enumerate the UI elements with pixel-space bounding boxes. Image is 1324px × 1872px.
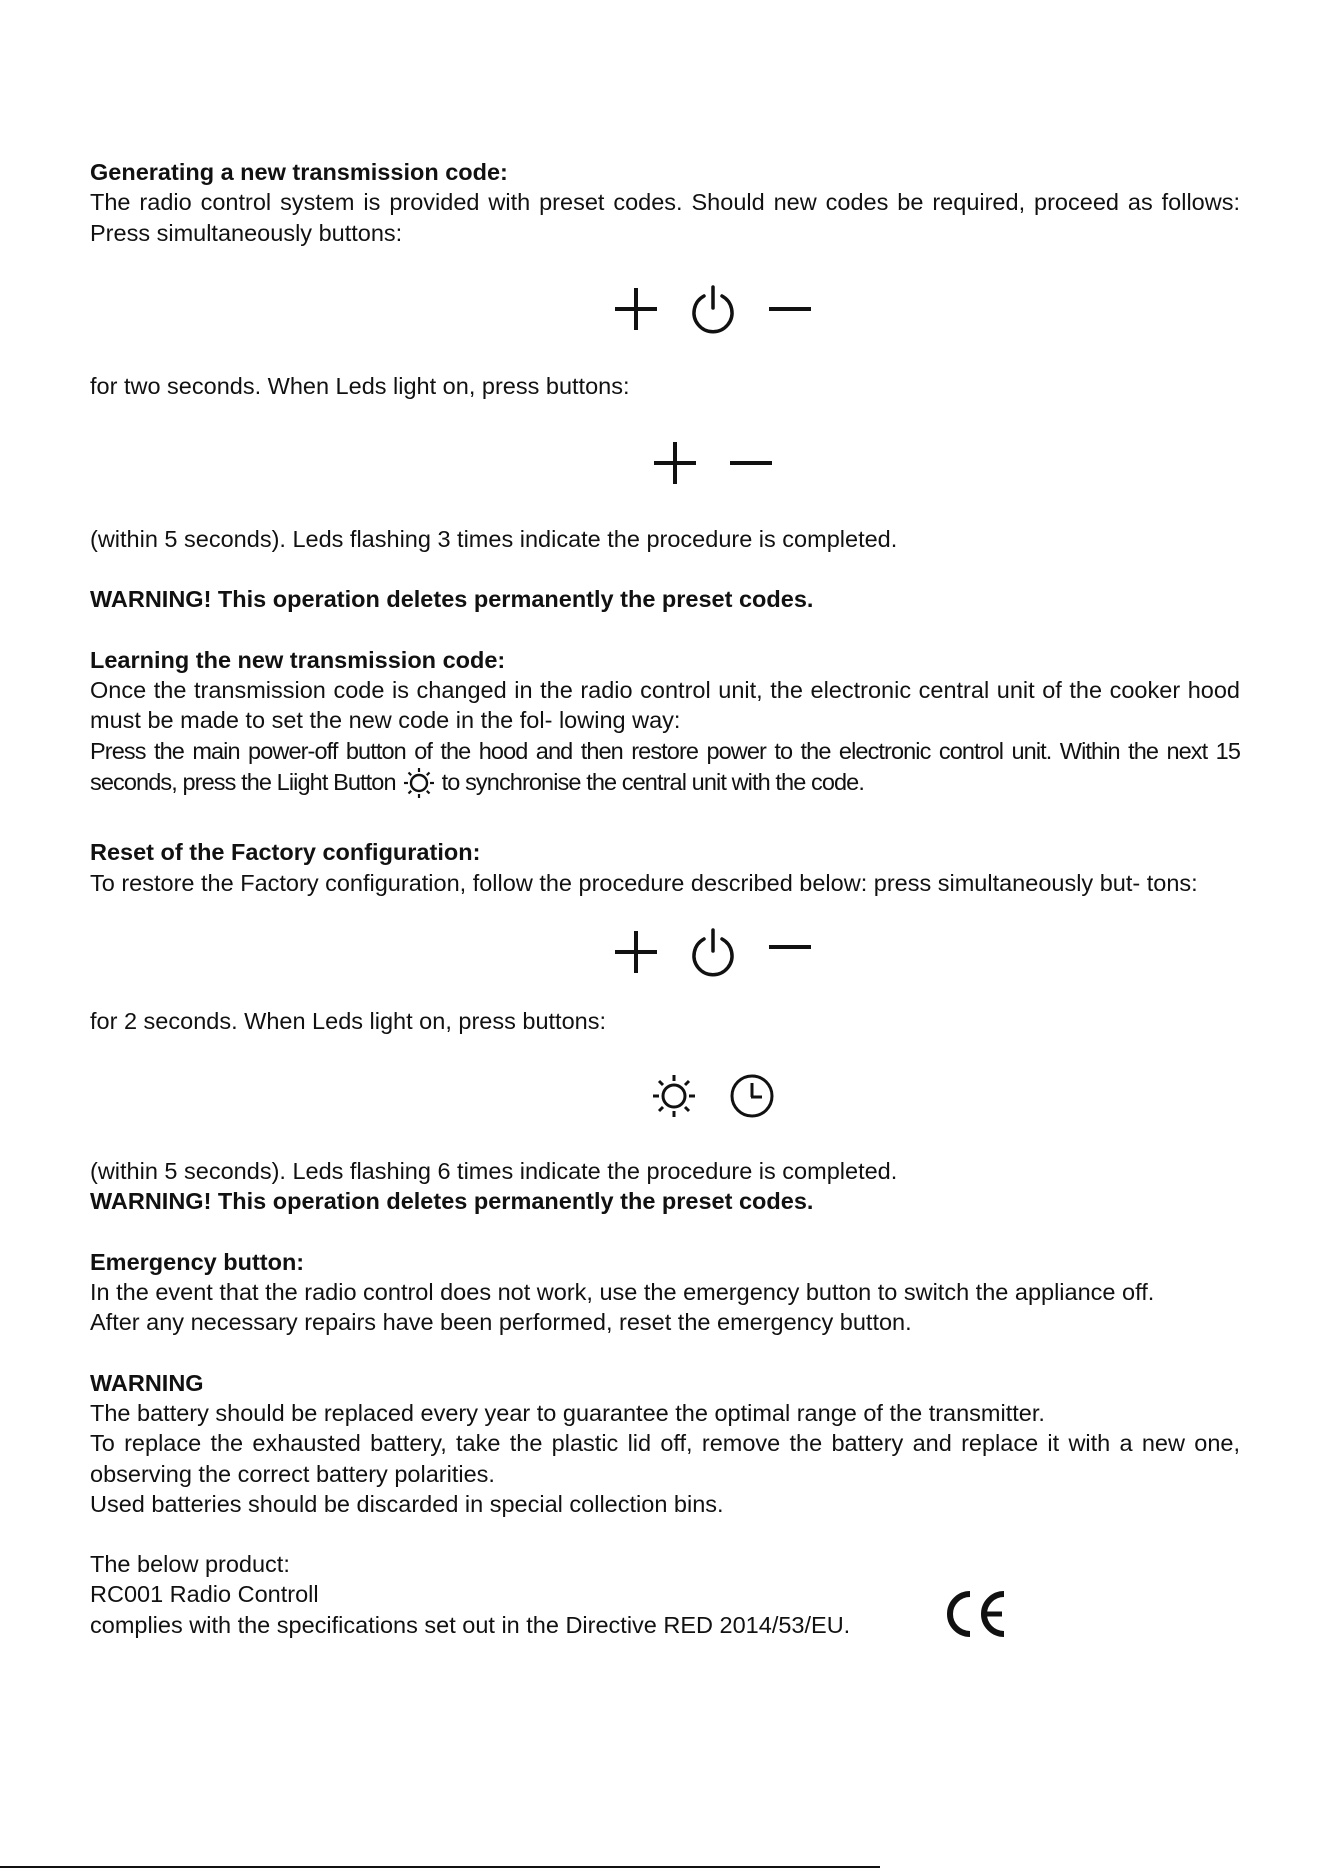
minus-icon xyxy=(767,929,813,975)
plus-icon xyxy=(613,286,659,332)
learning-step-text-b: to synchronise the central unit with the code. xyxy=(441,768,864,795)
button-combo-plus-power-minus-reset xyxy=(90,898,1240,1006)
learning-intro: Once the transmission code is changed in the radio control unit, the electronic central unit of the cooker hood must be made to set the new code in the fol- lowing way: xyxy=(90,677,1240,734)
compliance-l1: The below product: xyxy=(90,1551,290,1578)
reset-step2: for 2 seconds. When Leds light on, press buttons: xyxy=(90,1007,606,1034)
heading-learning: Learning the new transmission code: xyxy=(90,646,506,673)
light-icon xyxy=(650,1072,698,1120)
warning-reset: WARNING! This operation deletes permanently the preset codes. xyxy=(90,1188,814,1215)
heading-emergency: Emergency button: xyxy=(90,1248,305,1275)
emergency-p1: In the event that the radio control does not work, use the emergency button to switch the appliance off. xyxy=(90,1279,1155,1306)
power-icon xyxy=(689,284,737,334)
generating-intro: The radio control system is provided with preset codes. Should new codes be required, proceed as follows: Press simultaneously buttons: xyxy=(90,189,1240,246)
button-combo-light-timer xyxy=(90,1036,1240,1156)
timer-icon xyxy=(728,1072,776,1120)
reset-intro: To restore the Factory configuration, follow the procedure described below: press simultaneously but- tons: xyxy=(90,869,1198,896)
compliance-statement xyxy=(90,1610,1240,1640)
compliance-l3: complies with the specifications set out in the Directive RED 2014/53/EU. xyxy=(90,1611,851,1638)
battery-p2: To replace the exhausted battery, take the plastic lid off, remove the battery and replace it with a new one, observing the correct battery polarities. xyxy=(90,1430,1240,1487)
plus-icon xyxy=(652,440,698,486)
page-bottom-rule xyxy=(0,1866,880,1868)
plus-icon xyxy=(613,929,659,975)
battery-p3: Used batteries should be discarded in special collection bins. xyxy=(90,1490,724,1517)
minus-icon xyxy=(728,440,774,486)
heading-generating: Generating a new transmission code: xyxy=(90,159,508,185)
emergency-p2: After any necessary repairs have been performed, reset the emergency button. xyxy=(90,1309,912,1336)
heading-reset: Reset of the Factory configuration: xyxy=(90,839,481,866)
generating-step2: for two seconds. When Leds light on, press buttons: xyxy=(90,372,630,399)
reset-step3: (within 5 seconds). Leds flashing 6 times indicate the procedure is completed. xyxy=(90,1158,898,1185)
power-icon xyxy=(689,927,737,977)
warning-generating: WARNING! This operation deletes permanently the preset codes. xyxy=(90,586,814,613)
minus-icon xyxy=(767,286,813,332)
heading-battery-warning: WARNING xyxy=(90,1369,204,1396)
button-combo-plus-power-minus xyxy=(90,248,1240,371)
battery-p1: The battery should be replaced every year to guarantee the optimal range of the transmitter. xyxy=(90,1399,1045,1426)
learning-step xyxy=(90,736,1240,808)
ce-mark-icon xyxy=(940,1588,1010,1640)
document-page xyxy=(90,157,1240,1640)
compliance-l2: RC001 Radio Controll xyxy=(90,1581,319,1608)
light-icon xyxy=(402,766,436,807)
learning-step-text-a: Press the main power-off button of the hood and then restore power to the electronic control unit. Within the next 15 seconds, press the Liight Button xyxy=(90,737,1240,795)
generating-step3: (within 5 seconds). Leds flashing 3 times indicate the procedure is completed. xyxy=(90,526,898,553)
button-combo-plus-minus xyxy=(90,401,1240,524)
